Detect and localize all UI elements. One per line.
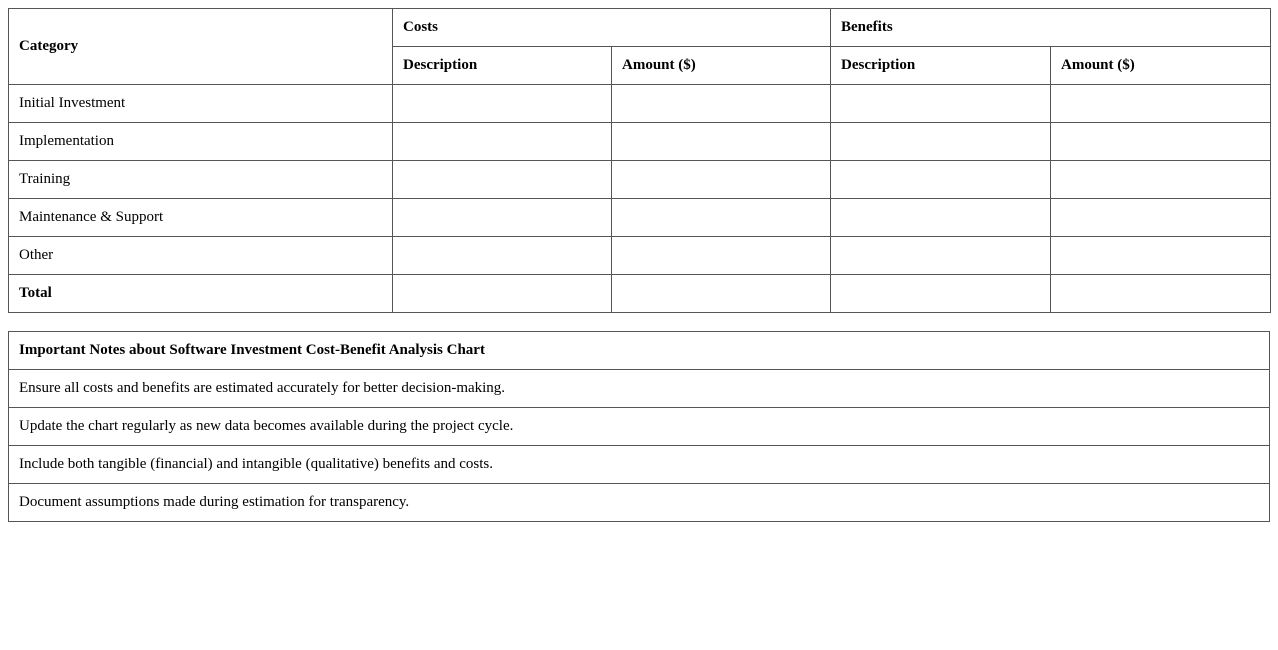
- note-item: Document assumptions made during estimation for transparency.: [9, 484, 1270, 522]
- notes-title: Important Notes about Software Investment Cost-Benefit Analysis Chart: [9, 332, 1270, 370]
- notes-header-row: [9, 332, 1270, 370]
- benefit-amount-cell[interactable]: [1051, 85, 1271, 123]
- table-header-row: [9, 9, 1271, 47]
- note-row: [9, 370, 1270, 408]
- row-category-total: Total: [9, 275, 393, 313]
- benefit-amount-cell[interactable]: [1051, 237, 1271, 275]
- row-category: Maintenance & Support: [9, 199, 393, 237]
- table-row: [9, 237, 1271, 275]
- table-row-total: [9, 275, 1271, 313]
- cost-description-cell[interactable]: [393, 237, 612, 275]
- row-category: Initial Investment: [9, 85, 393, 123]
- table-row: [9, 199, 1271, 237]
- benefit-amount-cell[interactable]: [1051, 275, 1271, 313]
- header-costs: Costs: [393, 9, 831, 47]
- benefit-description-cell[interactable]: [831, 85, 1051, 123]
- row-category: Training: [9, 161, 393, 199]
- cost-description-cell[interactable]: [393, 123, 612, 161]
- benefit-amount-cell[interactable]: [1051, 161, 1271, 199]
- cost-description-cell[interactable]: [393, 275, 612, 313]
- header-benefits: Benefits: [831, 9, 1271, 47]
- benefit-description-cell[interactable]: [831, 123, 1051, 161]
- cost-amount-cell[interactable]: [612, 199, 831, 237]
- note-item: Update the chart regularly as new data becomes available during the project cycle.: [9, 408, 1270, 446]
- cost-description-cell[interactable]: [393, 85, 612, 123]
- note-item: Include both tangible (financial) and intangible (qualitative) benefits and costs.: [9, 446, 1270, 484]
- header-costs-amount: Amount ($): [612, 47, 831, 85]
- table-row: [9, 85, 1271, 123]
- cost-description-cell[interactable]: [393, 199, 612, 237]
- note-row: [9, 408, 1270, 446]
- notes-table: [8, 331, 1270, 522]
- header-benefits-description: Description: [831, 47, 1051, 85]
- cost-amount-cell[interactable]: [612, 85, 831, 123]
- benefit-amount-cell[interactable]: [1051, 199, 1271, 237]
- header-benefits-amount: Amount ($): [1051, 47, 1271, 85]
- benefit-amount-cell[interactable]: [1051, 123, 1271, 161]
- note-item: Ensure all costs and benefits are estimated accurately for better decision-making.: [9, 370, 1270, 408]
- row-category: Implementation: [9, 123, 393, 161]
- benefit-description-cell[interactable]: [831, 237, 1051, 275]
- table-row: [9, 123, 1271, 161]
- cost-amount-cell[interactable]: [612, 161, 831, 199]
- header-costs-description: Description: [393, 47, 612, 85]
- header-category: Category: [9, 9, 393, 85]
- note-row: [9, 446, 1270, 484]
- cost-amount-cell[interactable]: [612, 237, 831, 275]
- table-row: [9, 161, 1271, 199]
- benefit-description-cell[interactable]: [831, 275, 1051, 313]
- page-content: [8, 8, 1270, 522]
- benefit-description-cell[interactable]: [831, 199, 1051, 237]
- benefit-description-cell[interactable]: [831, 161, 1051, 199]
- cost-amount-cell[interactable]: [612, 123, 831, 161]
- row-category: Other: [9, 237, 393, 275]
- cost-benefit-table: [8, 8, 1271, 313]
- note-row: [9, 484, 1270, 522]
- cost-description-cell[interactable]: [393, 161, 612, 199]
- cost-amount-cell[interactable]: [612, 275, 831, 313]
